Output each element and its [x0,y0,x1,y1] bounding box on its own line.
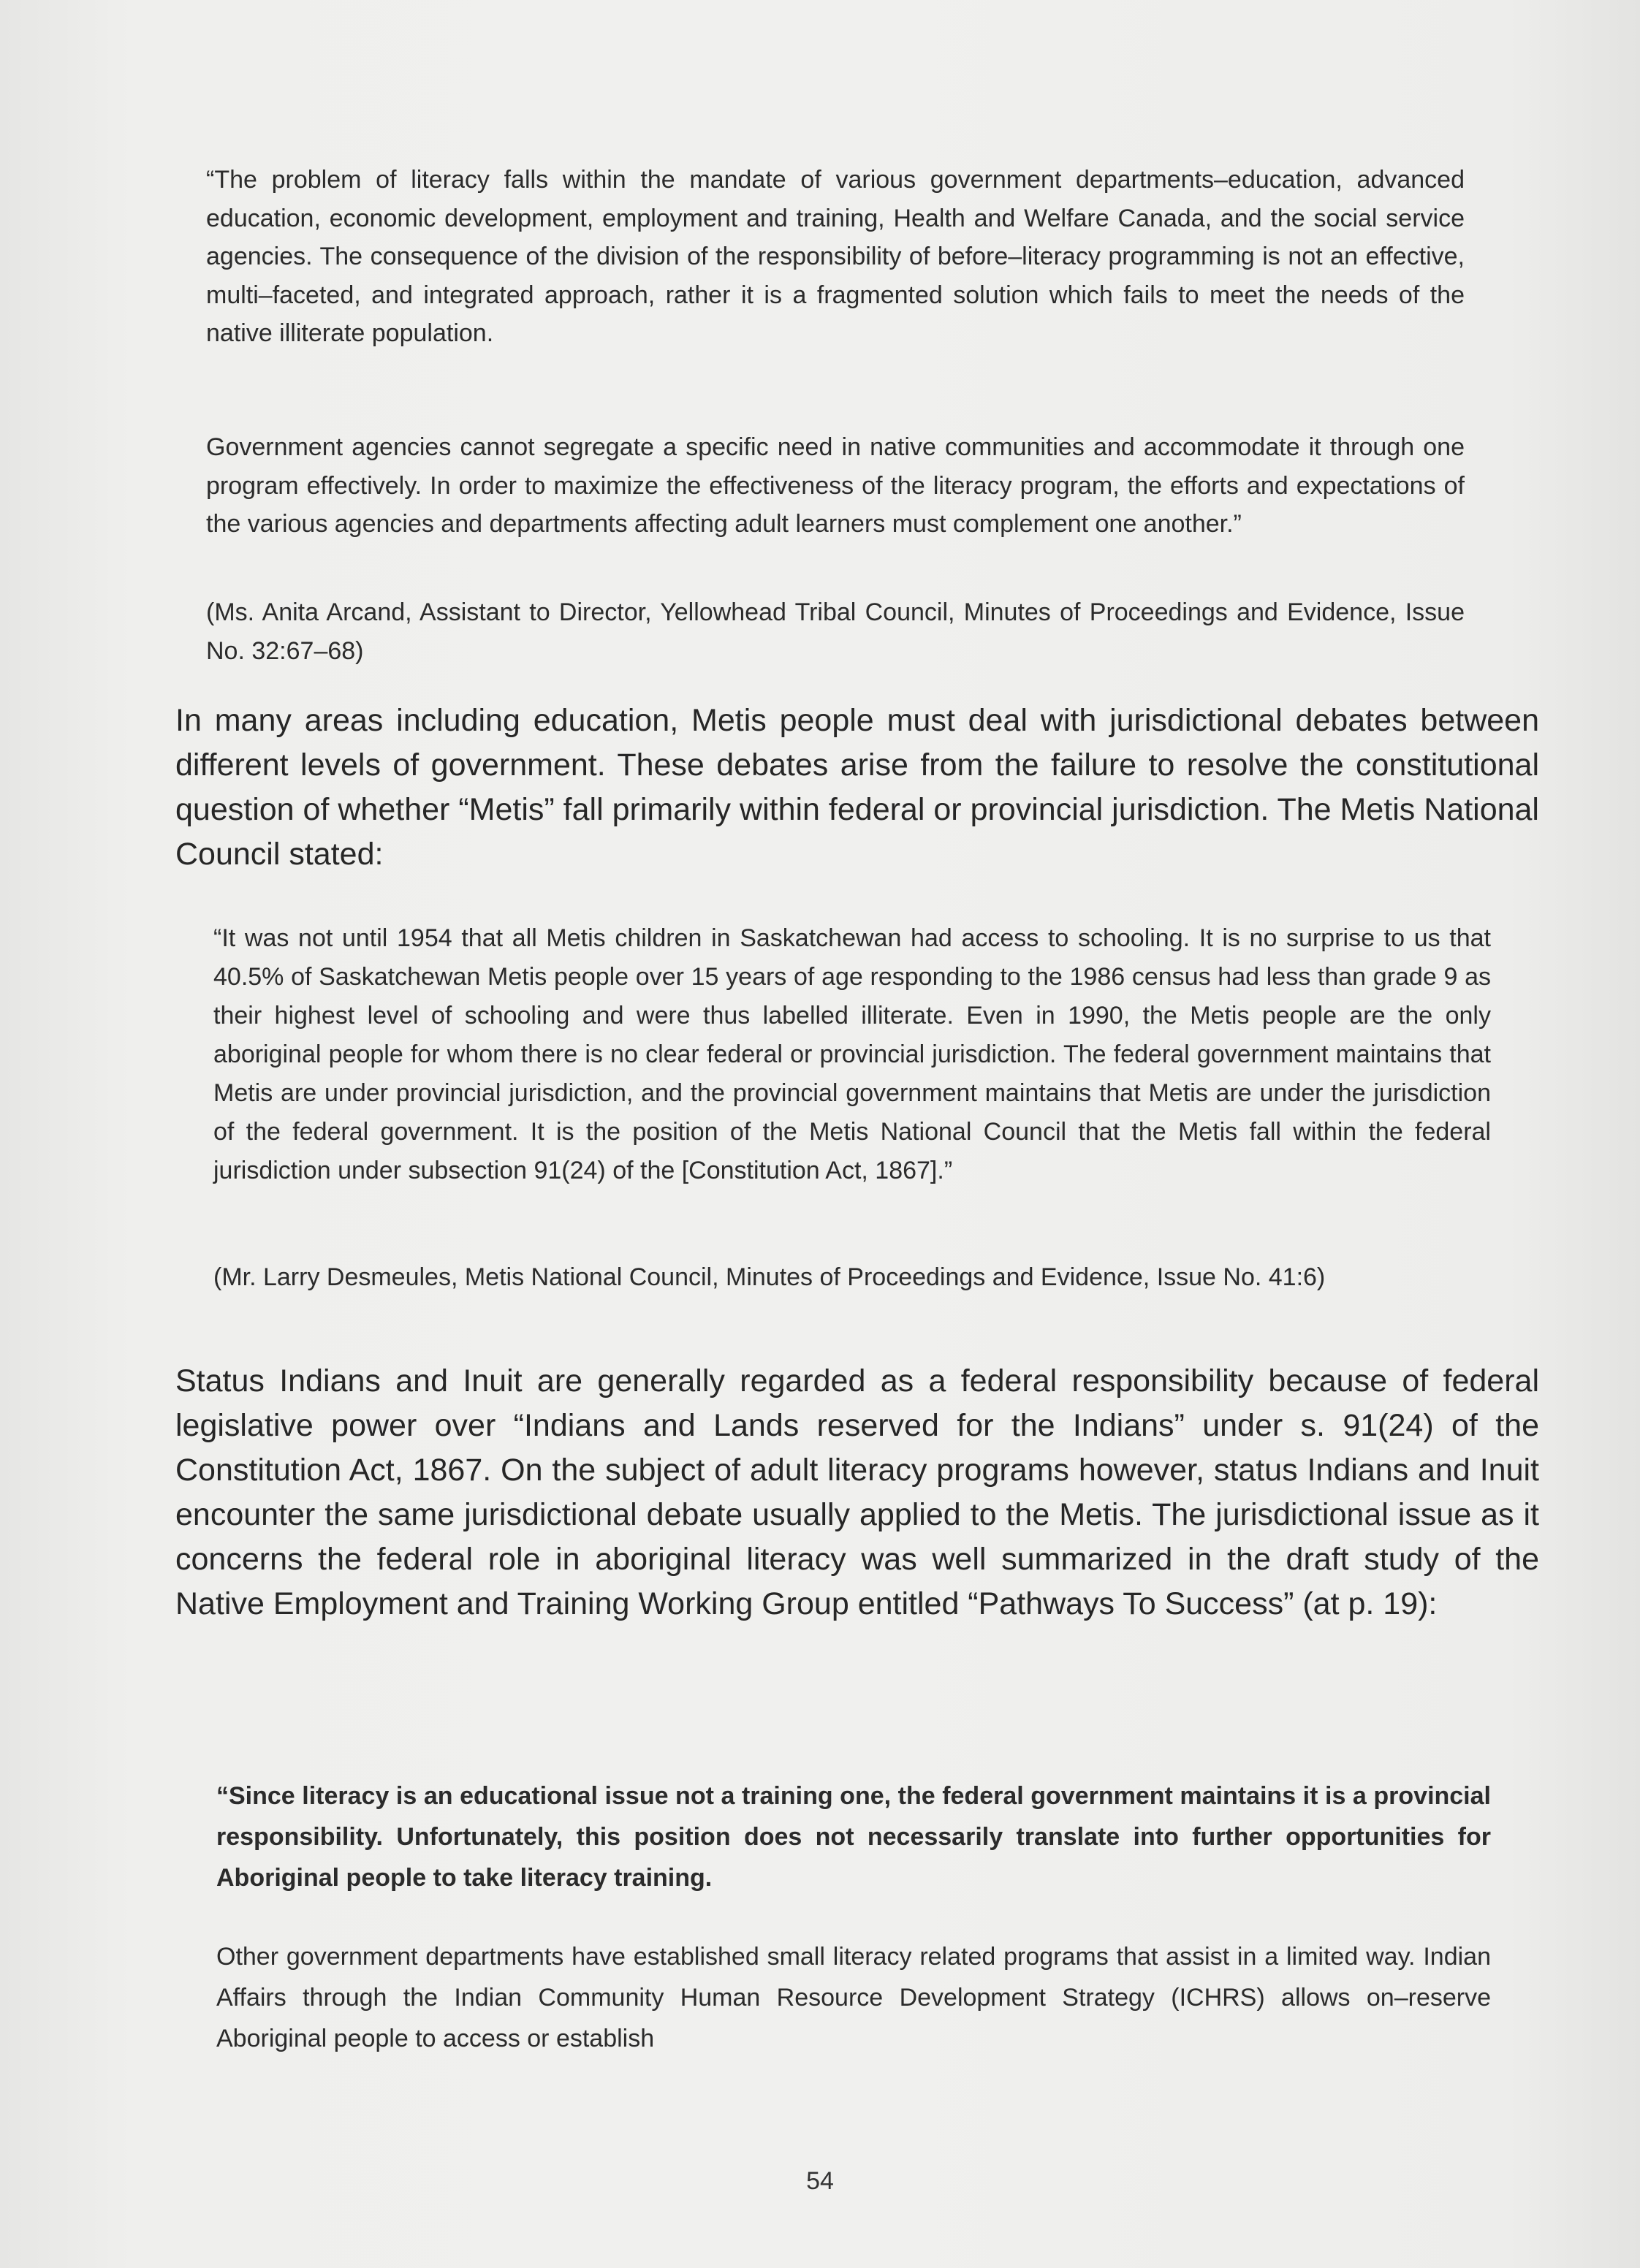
body-paragraph-metis-jurisdiction: In many areas including education, Metis people must deal with jurisdictional debates between different levels of government. These debates arise from the failure to resolve the constitutional question of whether “Metis” fall primarily within federal or provincial jurisdiction. The Metis National Council stated: [175,703,1539,872]
citation-arcand: (Ms. Anita Arcand, Assistant to Director, Yellowhead Tribal Council, Minutes of Proceedings and Evidence, Issue No. 32:67–68) [206,598,1465,665]
quote-pathways-bold: “Since literacy is an educational issue not a training one, the federal government maintains it is a provincial responsibility. Unfortunately, this position does not necessarily translate into further opportunities for Aboriginal people to take literacy training. [216,1782,1491,1892]
quote-arcand-part2: Government agencies cannot segregate a specific need in native communities and accommodate it through one program effectively. In order to maximize the effectiveness of the literacy program, the efforts and expectations of the various agencies and departments affecting adult learners must complement one another.” [206,433,1465,538]
quote-pathways-continued: Other government departments have established small literacy related programs that assist in a limited way. Indian Affairs through the Indian Community Human Resource Development Strategy (ICHRS) allows on–reserve Aboriginal people to access or establish [216,1943,1491,2052]
citation-desmeules: (Mr. Larry Desmeules, Metis National Council, Minutes of Proceedings and Evidence, Issue No. 41:6) [213,1263,1326,1291]
quote-arcand-part1: “The problem of literacy falls within the mandate of various government departments–education, advanced education, economic development, employment and training, Health and Welfare Canada, and the social service agencies. The consequence of the division of the responsibility of before–literacy programming is not an effective, multi–faceted, and integrated approach, rather it is a fragmented solution which fails to meet the needs of the native illiterate population. [206,166,1465,347]
body-paragraph-status-indians: Status Indians and Inuit are generally regarded as a federal responsibility because of federal legislative power over “Indians and Lands reserved for the Indians” under s. 91(24) of the Constitution Act, 1867. On the subject of adult literacy programs however, status Indians and Inuit encounter the same jurisdictional debate usually applied to the Metis. The jurisdictional issue as it concerns the federal role in aboriginal literacy was well summarized in the draft study of the Native Employment and Training Working Group entitled “Pathways To Success” (at p. 19): [175,1363,1539,1621]
quote-metis-national-council: “It was not until 1954 that all Metis children in Saskatchewan had access to schooling. It is no surprise to us that 40.5% of Saskatchewan Metis people over 15 years of age responding to the 1986 census had less than grade 9 as their highest level of schooling and were thus labelled illiterate. Even in 1990, the Metis people are the only aboriginal people for whom there is no clear federal or provincial jurisdiction. The federal government maintains that Metis are under provincial jurisdiction, and the provincial government maintains that Metis are under the jurisdiction of the federal government. It is the position of the Metis National Council that the Metis fall within the federal jurisdiction under subsection 91(24) of the [Constitution Act, 1867].” [213,924,1491,1184]
page-number: 54 [806,2167,834,2195]
